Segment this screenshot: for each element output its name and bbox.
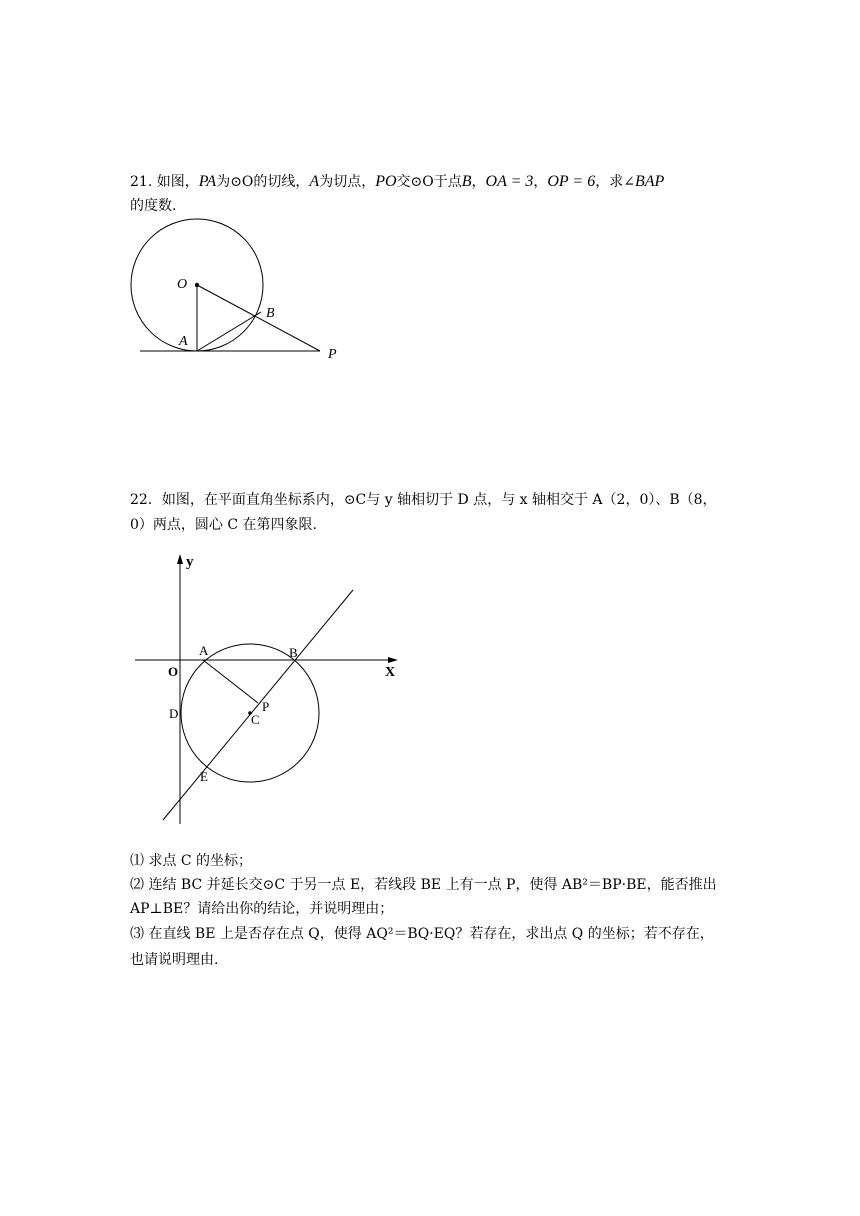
segment-op xyxy=(197,285,320,351)
label-a: A xyxy=(179,334,188,349)
label-origin: O xyxy=(168,664,179,679)
problem-21-line-1: 21. 如图，PA为⊙O的切线，A为切点，PO交⊙O于点B，OA = 3，OP = 6，求∠BAP xyxy=(130,173,665,190)
question-3-line-2: 也请说明理由. xyxy=(130,952,219,968)
problem-21-line-2: 的度数. xyxy=(130,198,177,214)
label-o: O xyxy=(177,277,188,292)
problem-22-line-1: 22．如图，在平面直角坐标系内，⊙C与 y 轴相切于 D 点，与 x 轴相交于 A（2，0）、B（8， xyxy=(130,492,717,508)
label-x: X xyxy=(385,665,396,680)
question-2-line-1: ⑵ 连结 BC 并延长交⊙C 于另一点 E，若线段 BE 上有一点 P，使得 AB²＝BP·BE，能否推出 xyxy=(130,877,717,893)
figure-coordinate-circle xyxy=(130,548,410,838)
label-y: y xyxy=(186,554,194,570)
label-p: P xyxy=(262,699,270,714)
label-a: A xyxy=(199,643,209,658)
label-p: P xyxy=(328,347,337,362)
label-b: B xyxy=(266,306,275,321)
question-1: ⑴ 求点 C 的坐标； xyxy=(130,853,253,869)
question-2-line-2: AP⊥BE？请给出你的结论，并说明理由； xyxy=(130,901,394,917)
center-dot xyxy=(195,283,199,287)
x-axis-arrow xyxy=(388,657,398,663)
label-b: B xyxy=(289,645,298,660)
problem-21-number: 21. xyxy=(130,174,153,190)
label-c: C xyxy=(251,712,260,727)
figure-tangent-circle xyxy=(125,218,355,368)
question-3-line-1: ⑶ 在直线 BE 上是否存在点 Q，使得 AQ²＝BQ·EQ？若存在，求出点 Q 的坐标；若不存在， xyxy=(130,926,714,942)
segment-ab xyxy=(197,312,261,351)
label-e: E xyxy=(200,769,208,784)
segment-ap xyxy=(203,660,258,703)
label-d: D xyxy=(169,706,179,721)
problem-22-line-2: 0）两点，圆心 C 在第四象限. xyxy=(130,517,317,533)
y-axis-arrow xyxy=(177,554,183,564)
line-be xyxy=(163,590,353,820)
